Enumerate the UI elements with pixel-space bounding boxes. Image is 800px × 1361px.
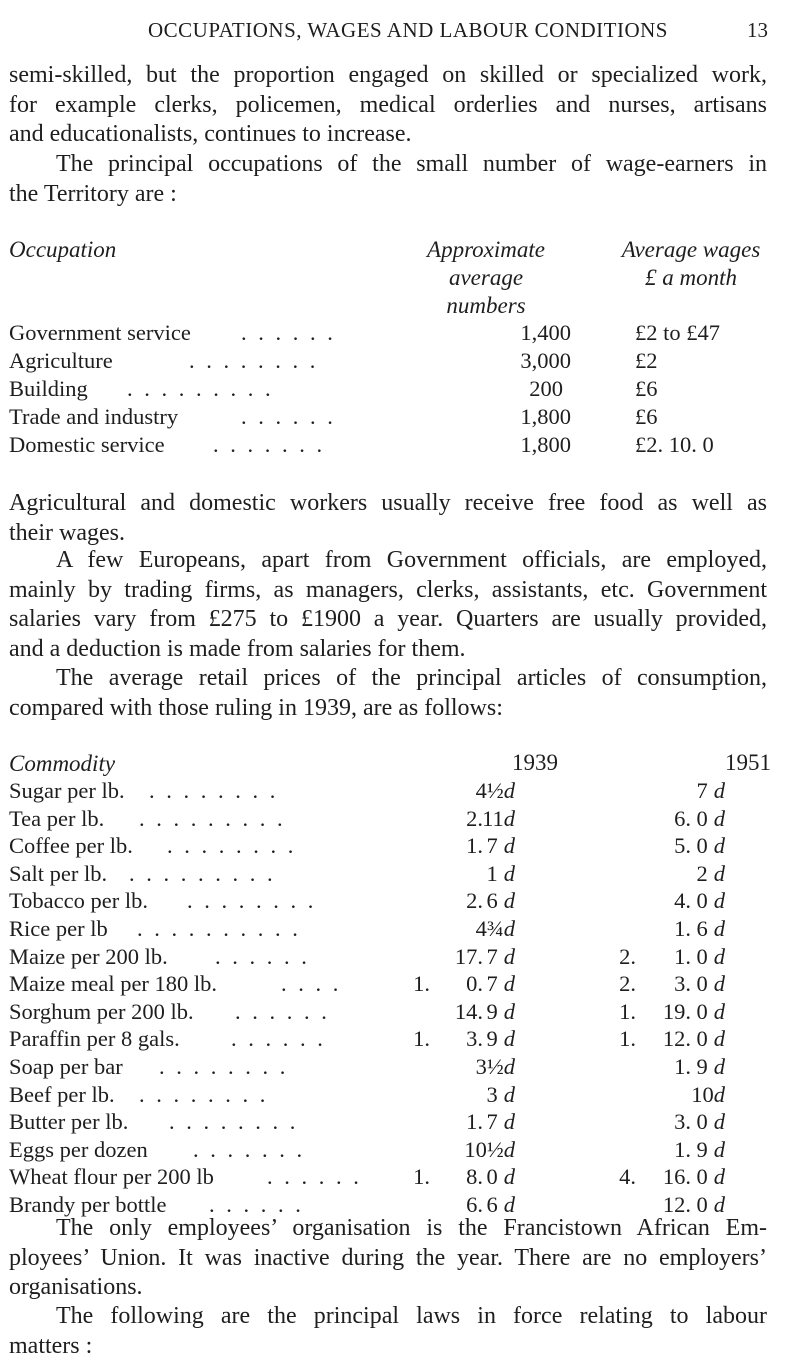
price-1939-pence bbox=[455, 944, 515, 970]
occupation-wages: £2 to £47 bbox=[635, 320, 720, 346]
price-1939-pence-value: 10½ bbox=[464, 1137, 503, 1162]
price-1939-pence-value: 4½ bbox=[476, 778, 504, 803]
leader-dots: . . . . . . . . . bbox=[139, 806, 286, 832]
occupation-numbers: 3,000 bbox=[509, 348, 571, 374]
price-1951-pence-value: 9 bbox=[697, 1054, 708, 1079]
price-1939-shillings: 2. bbox=[439, 888, 483, 914]
text-line: salaries vary from £275 to £1900 a year. Quarters are usually provided, bbox=[9, 605, 767, 635]
table-row bbox=[9, 320, 769, 350]
leader-dots: . . . . . . bbox=[215, 944, 310, 970]
commodity-name: Sorghum per 200 lb. bbox=[9, 999, 194, 1025]
price-1951-pence-value: 10 bbox=[691, 1082, 714, 1107]
price-1951-pence-unit: d bbox=[714, 1026, 725, 1051]
price-1951-pence bbox=[665, 944, 725, 970]
price-1951-pence-value: 6 bbox=[697, 916, 708, 941]
commodity-name: Rice per lb bbox=[9, 916, 108, 942]
price-1951-pence-value: 9 bbox=[697, 1137, 708, 1162]
price-1951-pence bbox=[665, 1026, 725, 1052]
price-1951-pence-value: 0 bbox=[697, 999, 708, 1024]
price-1939-pence-unit: d bbox=[504, 1109, 515, 1134]
price-1951-pounds: 1. bbox=[592, 999, 636, 1025]
price-1951-pence bbox=[665, 1164, 725, 1190]
occupation-numbers: 1,800 bbox=[509, 432, 571, 458]
leader-dots: . . . . . . . . bbox=[187, 888, 316, 914]
commodity-name: Maize per 200 lb. bbox=[9, 944, 168, 970]
occupation-wages: £6 bbox=[635, 376, 658, 402]
price-1939-pounds: 1. bbox=[386, 1164, 430, 1190]
price-1939-shillings: 3. bbox=[439, 1026, 483, 1052]
price-1939-pence bbox=[455, 1026, 515, 1052]
price-1939-pence-value: 3 bbox=[487, 1082, 498, 1107]
commodity-name: Sugar per lb. bbox=[9, 778, 125, 804]
text-line: and a deduction is made from salaries for them. bbox=[9, 635, 767, 665]
price-1939-shillings: 6. bbox=[439, 1192, 483, 1218]
price-1939-pence-unit: d bbox=[504, 971, 515, 996]
table-row bbox=[9, 1164, 769, 1194]
page-number: 13 bbox=[747, 18, 768, 43]
price-1939-pence-unit: d bbox=[504, 1192, 515, 1217]
price-1951-pence bbox=[665, 999, 725, 1025]
price-1939-pence bbox=[455, 1054, 515, 1080]
leader-dots: . . . . bbox=[281, 971, 341, 997]
price-1951-pence bbox=[665, 916, 725, 942]
price-1951-shillings: 16. bbox=[647, 1164, 691, 1190]
text-line: ployees’ Union. It was inactive during the year. There are no employers’ bbox=[9, 1244, 767, 1274]
price-1951-pence-unit: d bbox=[714, 1192, 725, 1217]
price-1939-pence-value: 7 bbox=[487, 1109, 498, 1134]
occupation-name: Building bbox=[9, 376, 88, 402]
price-1951-pence-unit: d bbox=[714, 888, 725, 913]
price-1951-shillings: 5. bbox=[647, 833, 691, 859]
table-row bbox=[9, 888, 769, 918]
leader-dots: . . . . . . bbox=[209, 1192, 304, 1218]
leader-dots: . . . . . . . . bbox=[169, 1109, 298, 1135]
text-line: A few Europeans, apart from Government officials, are employed, bbox=[9, 546, 767, 576]
price-1939-pence-unit: d bbox=[504, 1026, 515, 1051]
price-1939-pence-value: 3½ bbox=[476, 1054, 504, 1079]
price-1939-shillings: 1. bbox=[439, 1109, 483, 1135]
price-1939-pence-unit: d bbox=[504, 806, 515, 831]
price-1939-shillings: 0. bbox=[439, 971, 483, 997]
commodity-name: Coffee per lb. bbox=[9, 833, 133, 859]
price-1951-pence bbox=[665, 1054, 725, 1080]
price-1939-pence-value: 7 bbox=[487, 833, 498, 858]
price-1951-pence-unit: d bbox=[714, 833, 725, 858]
price-1951-pence-value: 0 bbox=[697, 1026, 708, 1051]
price-1939-pence-value: 6 bbox=[487, 1192, 498, 1217]
text-line: matters : bbox=[9, 1332, 767, 1361]
price-1951-pence bbox=[665, 971, 725, 997]
occupation-name: Trade and industry bbox=[9, 404, 178, 430]
price-1939-pence-unit: d bbox=[504, 1164, 515, 1189]
table-row bbox=[9, 432, 769, 462]
occupation-wages: £6 bbox=[635, 404, 658, 430]
leader-dots: . . . . . . . . bbox=[149, 778, 278, 804]
header-1951: 1951 bbox=[725, 750, 771, 776]
text-line: for example clerks, policemen, medical orderlies and nurses, artisans bbox=[9, 91, 767, 121]
occupation-wages: £2 bbox=[635, 348, 658, 374]
price-1951-pence-value: 0 bbox=[697, 1164, 708, 1189]
price-1951-shillings: 6. bbox=[647, 806, 691, 832]
price-1939-pence-unit: d bbox=[504, 833, 515, 858]
commodity-name: Maize meal per 180 lb. bbox=[9, 971, 217, 997]
price-1939-pence bbox=[455, 1164, 515, 1190]
table-row bbox=[9, 806, 769, 836]
price-1939-pence bbox=[455, 916, 515, 942]
price-1951-pence bbox=[665, 888, 725, 914]
price-1951-pence-value: 0 bbox=[697, 1192, 708, 1217]
price-1951-shillings: 1. bbox=[647, 1054, 691, 1080]
price-1951-pounds: 1. bbox=[592, 1026, 636, 1052]
table-row bbox=[9, 833, 769, 863]
price-1951-shillings: 12. bbox=[647, 1026, 691, 1052]
price-1939-shillings: 17. bbox=[439, 944, 483, 970]
price-1951-pounds: 4. bbox=[592, 1164, 636, 1190]
price-1939-pence bbox=[455, 1109, 515, 1135]
price-1951-pence bbox=[665, 861, 725, 887]
header-numbers bbox=[406, 236, 566, 320]
table-row bbox=[9, 778, 769, 808]
price-1951-pence bbox=[665, 833, 725, 859]
price-1951-pence-unit: d bbox=[714, 1054, 725, 1079]
commodity-name: Eggs per dozen bbox=[9, 1137, 148, 1163]
price-1951-pence-unit: d bbox=[714, 944, 725, 969]
price-1939-pence bbox=[455, 1082, 515, 1108]
leader-dots: . . . . . . . . bbox=[189, 348, 318, 374]
price-1951-pence-value: 0 bbox=[697, 971, 708, 996]
price-1951-pence-value: 0 bbox=[697, 888, 708, 913]
price-1939-pounds: 1. bbox=[386, 1026, 430, 1052]
price-1951-pence-value: 2 bbox=[697, 861, 708, 886]
commodity-name: Soap per bar bbox=[9, 1054, 123, 1080]
table-row bbox=[9, 404, 769, 434]
leader-dots: . . . . . . bbox=[267, 1164, 362, 1190]
leader-dots: . . . . . . bbox=[231, 1026, 326, 1052]
price-1939-pence-value: 7 bbox=[487, 971, 498, 996]
price-1951-pence-unit: d bbox=[714, 861, 725, 886]
price-1939-pence-unit: d bbox=[504, 1082, 515, 1107]
price-1939-pence-unit: d bbox=[504, 999, 515, 1024]
price-1939-pence bbox=[455, 861, 515, 887]
occupation-numbers: 1,400 bbox=[509, 320, 571, 346]
header-wages bbox=[606, 236, 776, 292]
text-line: the Territory are : bbox=[9, 180, 767, 210]
leader-dots: . . . . . . . . . bbox=[129, 861, 276, 887]
occupation-wages: £2. 10. 0 bbox=[635, 432, 714, 458]
price-1939-pence bbox=[455, 833, 515, 859]
leader-dots: . . . . . . bbox=[241, 404, 336, 430]
price-1951-pence-value: 0 bbox=[697, 806, 708, 831]
text-line: The only employees’ organisation is the Francistown African Em- bbox=[9, 1214, 767, 1244]
price-1939-pence-unit: d bbox=[504, 1054, 515, 1079]
header-commodity: Commodity bbox=[9, 750, 115, 778]
price-1939-pence-value: 7 bbox=[487, 944, 498, 969]
occupation-name: Domestic service bbox=[9, 432, 165, 458]
price-1939-pounds: 1. bbox=[386, 971, 430, 997]
price-1951-pence-unit: d bbox=[714, 1137, 725, 1162]
price-1951-pence bbox=[665, 1082, 725, 1108]
paragraph-skilled-work bbox=[9, 61, 767, 150]
header-numbers-line: Approximate bbox=[406, 236, 566, 264]
price-1939-pence-unit: d bbox=[504, 861, 515, 886]
price-1939-pence bbox=[455, 999, 515, 1025]
price-1951-pence-value: 0 bbox=[697, 944, 708, 969]
price-1939-shillings: 8. bbox=[439, 1164, 483, 1190]
leader-dots: . . . . . . . . bbox=[159, 1054, 288, 1080]
price-1939-pence-value: 9 bbox=[487, 999, 498, 1024]
price-1939-pence-value: 6 bbox=[487, 888, 498, 913]
price-1951-shillings: 12. bbox=[647, 1192, 691, 1218]
leader-dots: . . . . . . . bbox=[213, 432, 325, 458]
header-1939: 1939 bbox=[512, 750, 558, 776]
text-line: organisations. bbox=[9, 1273, 767, 1303]
price-1951-pence-unit: d bbox=[714, 1164, 725, 1189]
paragraph-retail-prices bbox=[9, 664, 767, 723]
price-1939-pence-unit: d bbox=[504, 944, 515, 969]
table-row bbox=[9, 1026, 769, 1056]
price-1939-pence bbox=[455, 1137, 515, 1163]
price-1939-pence-value: 1 bbox=[487, 861, 498, 886]
text-line: compared with those ruling in 1939, are as follows: bbox=[9, 694, 767, 724]
price-1951-pence-unit: d bbox=[714, 778, 725, 803]
commodity-name: Tobacco per lb. bbox=[9, 888, 148, 914]
commodity-name: Wheat flour per 200 lb bbox=[9, 1164, 214, 1190]
commodity-name: Tea per lb. bbox=[9, 806, 104, 832]
table-row bbox=[9, 944, 769, 974]
price-1951-pence-value: 0 bbox=[697, 833, 708, 858]
price-1951-pence-unit: d bbox=[714, 806, 725, 831]
table-row bbox=[9, 971, 769, 1001]
leader-dots: . . . . . . . . bbox=[139, 1082, 268, 1108]
running-title: OCCUPATIONS, WAGES AND LABOUR CONDITIONS bbox=[148, 18, 668, 43]
text-line: The following are the principal laws in force relating to labour bbox=[9, 1302, 767, 1332]
paragraph-principal-occupations bbox=[9, 150, 767, 209]
price-1939-shillings: 2. bbox=[439, 806, 483, 832]
running-header bbox=[0, 10, 800, 50]
price-1939-pence-value: 9 bbox=[487, 1026, 498, 1051]
header-wages-line: £ a month bbox=[606, 264, 776, 292]
table-row bbox=[9, 861, 769, 891]
price-1939-pence bbox=[455, 888, 515, 914]
header-wages-line: Average wages bbox=[606, 236, 776, 264]
paragraph-employees-union bbox=[9, 1214, 767, 1303]
price-1951-pence-value: 0 bbox=[697, 1109, 708, 1134]
commodity-name: Paraffin per 8 gals. bbox=[9, 1026, 180, 1052]
price-1951-pence-unit: d bbox=[714, 1082, 725, 1107]
leader-dots: . . . . . . bbox=[235, 999, 330, 1025]
text-line: The principal occupations of the small number of wage-earners in bbox=[9, 150, 767, 180]
table-row bbox=[9, 1054, 769, 1084]
commodity-name: Beef per lb. bbox=[9, 1082, 115, 1108]
leader-dots: . . . . . . . . bbox=[167, 833, 296, 859]
commodity-name: Brandy per bottle bbox=[9, 1192, 166, 1218]
price-1951-pence bbox=[665, 1109, 725, 1135]
table-row bbox=[9, 376, 769, 406]
occupation-name: Government service bbox=[9, 320, 191, 346]
header-numbers-line: average bbox=[406, 264, 566, 292]
price-1951-shillings: 1. bbox=[647, 944, 691, 970]
table-row bbox=[9, 1137, 769, 1167]
price-1951-pence bbox=[665, 1137, 725, 1163]
table-row bbox=[9, 916, 769, 946]
price-1939-pence-unit: d bbox=[504, 778, 515, 803]
table-row bbox=[9, 1109, 769, 1139]
occupation-name: Agriculture bbox=[9, 348, 113, 374]
price-1939-pence-unit: d bbox=[504, 916, 515, 941]
commodity-name: Salt per lb. bbox=[9, 861, 107, 887]
price-1939-pence bbox=[455, 806, 515, 832]
price-1939-pence bbox=[455, 778, 515, 804]
text-line: The average retail prices of the principal articles of consumption, bbox=[9, 664, 767, 694]
price-1951-pence-value: 7 bbox=[697, 778, 708, 803]
occupation-numbers: 1,800 bbox=[509, 404, 571, 430]
price-1939-pence-value: 0 bbox=[487, 1164, 498, 1189]
occupation-numbers: 200 bbox=[509, 376, 563, 402]
leader-dots: . . . . . . . . . . bbox=[137, 916, 301, 942]
table-row bbox=[9, 348, 769, 378]
text-line: and educationalists, continues to increase. bbox=[9, 120, 767, 150]
price-1951-pounds: 2. bbox=[592, 944, 636, 970]
price-1951-pence bbox=[665, 806, 725, 832]
text-line: mainly by trading firms, as managers, clerks, assistants, etc. Government bbox=[9, 576, 767, 606]
leader-dots: . . . . . . . . . bbox=[127, 376, 274, 402]
paragraph-labour-laws bbox=[9, 1302, 767, 1361]
price-1939-pence-value: 4¾ bbox=[476, 916, 504, 941]
price-1939-pence-value: 11 bbox=[482, 806, 504, 831]
price-1951-shillings: 19. bbox=[647, 999, 691, 1025]
price-1951-shillings: 1. bbox=[647, 1137, 691, 1163]
price-1939-shillings: 14. bbox=[439, 999, 483, 1025]
table-row bbox=[9, 999, 769, 1029]
price-1951-shillings: 3. bbox=[647, 971, 691, 997]
year-header-row bbox=[9, 750, 769, 780]
table-row bbox=[9, 1082, 769, 1112]
price-1951-shillings: 3. bbox=[647, 1109, 691, 1135]
price-1951-pence-unit: d bbox=[714, 916, 725, 941]
commodity-name: Butter per lb. bbox=[9, 1109, 128, 1135]
paragraph-free-food bbox=[9, 489, 767, 548]
header-occupation: Occupation bbox=[9, 236, 116, 264]
price-1951-pence-unit: d bbox=[714, 999, 725, 1024]
price-1951-pence-unit: d bbox=[714, 1109, 725, 1134]
text-line: semi-skilled, but the proportion engaged on skilled or specialized work, bbox=[9, 61, 767, 91]
text-line: their wages. bbox=[9, 519, 767, 549]
text-line: Agricultural and domestic workers usually receive free food as well as bbox=[9, 489, 767, 519]
price-1951-shillings: 1. bbox=[647, 916, 691, 942]
price-1951-pounds: 2. bbox=[592, 971, 636, 997]
price-1951-shillings: 4. bbox=[647, 888, 691, 914]
price-1939-pence-unit: d bbox=[504, 888, 515, 913]
leader-dots: . . . . . . bbox=[241, 320, 336, 346]
price-1939-pence bbox=[455, 971, 515, 997]
leader-dots: . . . . . . . bbox=[193, 1137, 305, 1163]
price-1939-shillings: 1. bbox=[439, 833, 483, 859]
header-numbers-line: numbers bbox=[406, 292, 566, 320]
price-1951-pence bbox=[665, 778, 725, 804]
paragraph-europeans bbox=[9, 546, 767, 664]
price-1939-pence-unit: d bbox=[504, 1137, 515, 1162]
price-1951-pence-unit: d bbox=[714, 971, 725, 996]
